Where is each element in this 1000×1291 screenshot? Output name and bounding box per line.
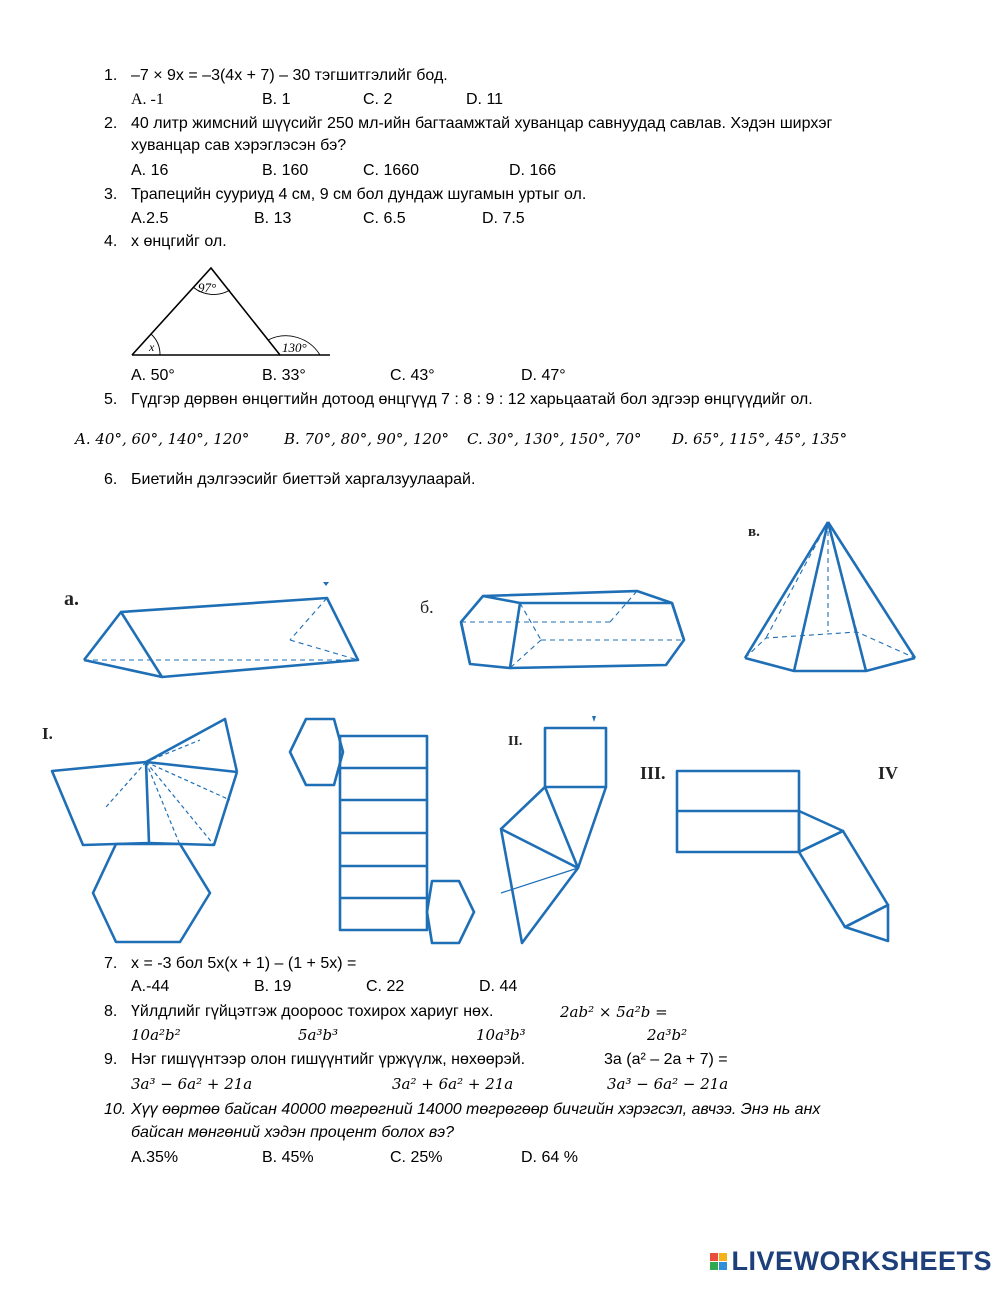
q1-number: 1.	[104, 67, 118, 84]
angle-label-97: 97°	[198, 280, 217, 295]
angle-label-130: 130°	[282, 340, 307, 355]
solid-label-v: в.	[748, 524, 760, 540]
q5-number: 5.	[104, 391, 118, 408]
q2-number: 2.	[104, 115, 118, 132]
q1-option-d: D. 11	[466, 91, 504, 108]
q1-option-b: B. 1	[262, 91, 291, 108]
q9-number: 9.	[104, 1051, 118, 1068]
q9-option-2: 3a² + 6a² + 21a	[392, 1075, 514, 1093]
q3-option-b: B. 13	[254, 210, 292, 227]
q6-number: 6.	[104, 471, 118, 488]
q2-option-b: B. 160	[262, 162, 309, 179]
q4-option-d: D. 47°	[521, 367, 566, 384]
net-label-3: III.	[640, 763, 666, 783]
q3-number: 3.	[104, 186, 118, 203]
triangular-prism-solid	[84, 582, 358, 677]
liveworksheets-logo-icon	[710, 1253, 727, 1270]
q9-expression: 3a (a² – 2a + 7) =	[604, 1051, 728, 1068]
q5-option-c: C. 30°, 130°, 150°, 70°	[467, 430, 642, 448]
q3-option-c: C. 6.5	[363, 210, 406, 227]
q1-option-c: C. 2	[363, 91, 393, 108]
liveworksheets-logo	[710, 1246, 992, 1277]
solid-label-a: а.	[64, 588, 79, 610]
q4-option-a: A. 50°	[131, 367, 175, 384]
q3-option-d: D. 7.5	[482, 210, 525, 227]
q7-option-a: A.-44	[131, 978, 170, 995]
q9-option-3: 3a³ − 6a² − 21a	[607, 1075, 729, 1093]
q7-text: x = -3 бол 5x(x + 1) – (1 + 5x) =	[131, 955, 357, 972]
q6-text: Биетийн дэлгээсийг биеттэй харгалзуулаарай.	[131, 471, 476, 488]
q4-option-c: C. 43°	[390, 367, 435, 384]
q8-option-1: 10a²b²	[131, 1026, 181, 1044]
q3-text: Трапецийн сууриуд 4 см, 9 см бол дундаж шугамын уртыг ол.	[131, 186, 587, 203]
q8-text: Үйлдлийг гүйцэтгэж доороос тохирох хариуг нөх.	[131, 1003, 494, 1020]
q8-expression: 2ab² × 5a²b =	[560, 1003, 668, 1021]
solid-label-b: б.	[420, 597, 434, 617]
q7-option-d: D. 44	[479, 978, 518, 995]
q5-option-a: A. 40°, 60°, 140°, 120°	[75, 430, 250, 448]
q7-option-c: C. 22	[366, 978, 405, 995]
net-3	[677, 771, 888, 941]
q2-option-c: C. 1660	[363, 162, 420, 179]
q7-number: 7.	[104, 955, 118, 972]
q4-option-b: B. 33°	[262, 367, 306, 384]
liveworksheets-logo-text: LIVEWORKSHEETS	[731, 1246, 992, 1276]
q8-option-2: 5a³b³	[298, 1026, 339, 1044]
q2-text-line2: хуванцар сав хэрэглэсэн бэ?	[131, 137, 347, 154]
q8-option-4: 2a³b²	[647, 1026, 688, 1044]
q2-option-d: D. 166	[509, 162, 557, 179]
net-label-1: I.	[42, 724, 53, 743]
q10-option-a: A.35%	[131, 1149, 179, 1166]
net-label-2: II.	[508, 734, 523, 749]
q8-option-3: 10a³b³	[476, 1026, 526, 1044]
angle-label-x: x	[149, 340, 155, 354]
q10-text-line2: байсан мөнгөний хэдэн процент болох вэ?	[131, 1124, 455, 1141]
hexagonal-pyramid-solid	[745, 522, 915, 671]
net-1-hexagonal-pyramid	[52, 719, 237, 942]
q4-text: x өнцгийг ол.	[131, 233, 227, 250]
q10-option-c: C. 25%	[390, 1149, 443, 1166]
q9-option-1: 3a³ − 6a² + 21a	[131, 1075, 253, 1093]
q10-text-line1: Хүү өөртөө байсан 40000 төгрөгний 14000 төгрөгөөр бичгийн хэрэгсэл, авчээ. Энэ нь анх	[131, 1101, 821, 1118]
q10-option-b: B. 45%	[262, 1149, 314, 1166]
net-2	[501, 716, 606, 943]
q5-option-b: B. 70°, 80°, 90°, 120°	[284, 430, 450, 448]
q4-number: 4.	[104, 233, 118, 250]
q10-option-d: D. 64 %	[521, 1149, 578, 1166]
q1-option-a: A. -1	[131, 91, 164, 108]
q5-option-d: D. 65°, 115°, 45°, 135°	[672, 430, 848, 448]
q5-text: Гүдгэр дөрвөн өнцөгтийн дотоод өнцгүүд 7 : 8 : 9 : 12 харьцаатай бол эдгээр өнцгүүдийг ол.	[131, 391, 813, 408]
q7-option-b: B. 19	[254, 978, 292, 995]
q9-text: Нэг гишүүнтээр олон гишүүнтийг үржүүлж, нөхөөрэй.	[131, 1051, 526, 1068]
net-hexagonal-prism	[290, 719, 474, 943]
q3-option-a: A.2.5	[131, 210, 169, 227]
q2-option-a: A. 16	[131, 162, 169, 179]
q2-text-line1: 40 литр жимсний шүүсийг 250 мл-ийн багтаамжтай хуванцар савнуудад савлав. Хэдэн ширхэг	[131, 115, 833, 132]
q1-text: –7 × 9x = –3(4x + 7) – 30 тэгшитгэлийг бод.	[131, 67, 448, 84]
q8-number: 8.	[104, 1003, 118, 1020]
net-label-4: IV	[878, 763, 899, 783]
q10-number: 10.	[104, 1101, 127, 1118]
hexagonal-prism-solid	[461, 591, 684, 668]
